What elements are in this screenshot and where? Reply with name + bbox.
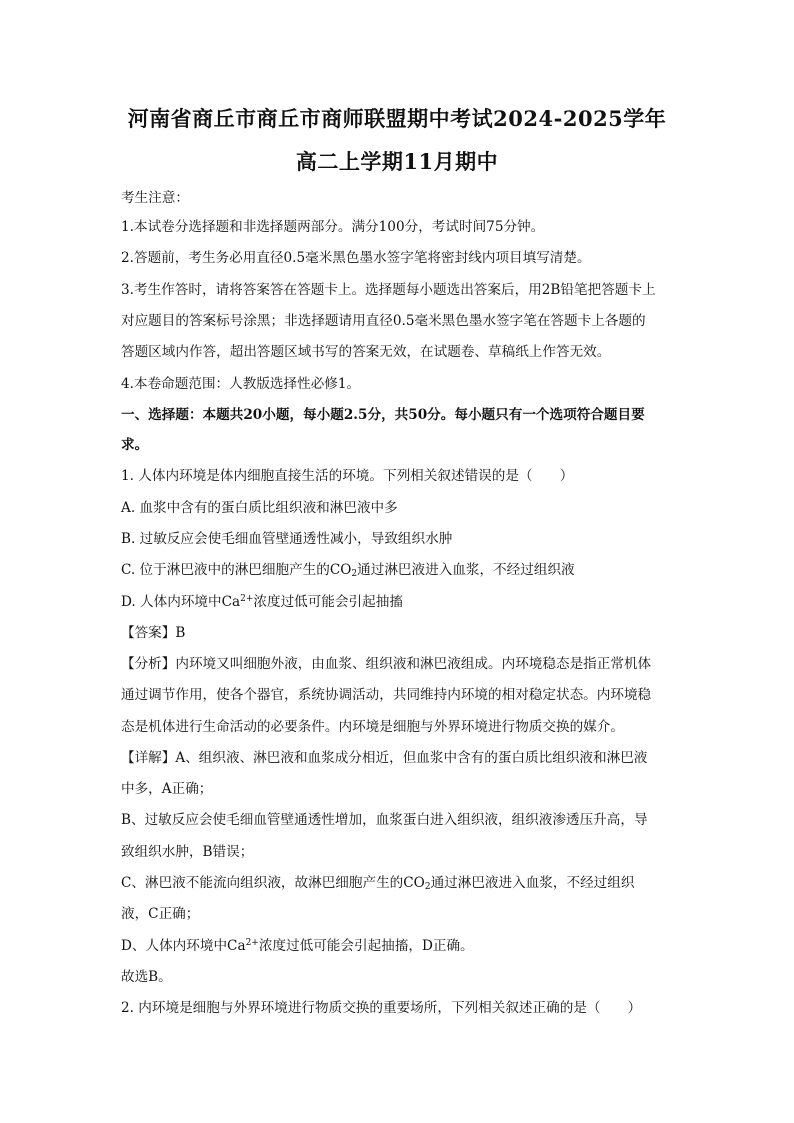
question-1-stem: 1. 人体内环境是体内细胞直接生活的环境。下列相关叙述错误的是（ ） — [121, 468, 574, 484]
notice-item-3-line3: 答题区域内作答，超出答题区域书写的答案无效，在试题卷、草稿纸上作答无效。 — [121, 344, 611, 360]
doc-title-line1: 河南省商丘市商丘市商师联盟期中考试2024-2025学年 — [127, 106, 667, 131]
question-1-option-a: A. 血浆中含有的蛋白质比组织液和淋巴液中多 — [121, 500, 398, 516]
notice-item-4: 4.本卷命题范围：人教版选择性必修1。 — [121, 376, 361, 392]
detail-7-text-post: 浓度过低可能会引起抽搐，D正确。 — [258, 938, 474, 954]
doc-title-line2: 高二上学期11月期中 — [295, 149, 499, 174]
detail-5-text-pre: C、淋巴液不能流向组织液，故淋巴细胞产生的CO — [121, 875, 425, 891]
option-d-superscript: 2+ — [240, 594, 254, 604]
notice-item-3-line2: 对应题目的答案标号涂黑；非选择题请用直径0.5毫米黑色墨水签字笔在答题卡上各题的 — [121, 313, 646, 329]
question-1-detail-line4: 致组织水肿，B错误； — [121, 844, 254, 860]
option-c-text-post: 通过淋巴液进入血浆，不经过组织液 — [357, 562, 575, 578]
option-c-text-pre: C. 位于淋巴液中的淋巴细胞产生的CO — [121, 562, 352, 578]
question-1-analysis-line1: 【分析】内环境又叫细胞外液，由血浆、组织液和淋巴液组成。内环境稳态是指正常机体 — [121, 656, 652, 672]
question-1-analysis-line3: 态是机体进行生命活动的必要条件。内环境是细胞与外界环境进行物质交换的媒介。 — [121, 719, 624, 735]
section-heading-line1: 一、选择题：本题共20小题，每小题2.5分，共50分。每小题只有一个选项符合题目要 — [121, 407, 645, 423]
option-d-text-pre: D. 人体内环境中Ca — [121, 594, 241, 610]
question-1-conclusion: 故选B。 — [121, 969, 172, 985]
notice-item-1: 1.本试卷分选择题和非选择题两部分。满分100分，考试时间75分钟。 — [121, 219, 545, 235]
question-1-detail-line1: 【详解】A、组织液、淋巴液和血浆成分相近，但血浆中含有的蛋白质比组织液和淋巴液 — [121, 750, 648, 766]
detail-5-text-post: 通过淋巴液进入血浆，不经过组织 — [430, 875, 635, 891]
notice-heading: 考生注意： — [121, 190, 189, 206]
detail-7-text-pre: D、人体内环境中Ca — [121, 938, 246, 954]
question-1-analysis-line2: 通过调节作用，使各个器官，系统协调活动，共同维持内环境的相对稳定状态。内环境稳 — [121, 687, 652, 703]
section-heading-line2: 求。 — [121, 437, 149, 453]
option-d-text-post: 浓度过低可能会引起抽搐 — [253, 594, 403, 610]
notice-item-2: 2.答题前，考生务必用直径0.5毫米黑色墨水签字笔将密封线内项目填写清楚。 — [121, 250, 591, 266]
question-2-stem: 2. 内环境是细胞与外界环境进行物质交换的重要场所，下列相关叙述正确的是（ ） — [121, 1000, 642, 1016]
question-1-option-c — [121, 561, 575, 579]
option-c-subscript: 2 — [351, 569, 358, 579]
question-1-detail-line6: 液，C正确； — [121, 906, 200, 922]
question-1-detail-line5 — [121, 874, 634, 892]
question-1-detail-line2: 中多，A正确； — [121, 781, 213, 797]
question-1-answer: 【答案】B — [121, 625, 186, 641]
question-1-option-d — [121, 593, 403, 611]
question-1-option-b: B. 过敏反应会使毛细血管壁通透性减小，导致组织水肿 — [121, 531, 453, 547]
notice-item-3-line1: 3.考生作答时，请将答案答在答题卡上。选择题每小题选出答案后，用2B铅笔把答题卡上 — [121, 282, 656, 298]
question-1-detail-line3: B、过敏反应会使毛细血管壁通透性增加，血浆蛋白进入组织液，组织液渗透压升高，导 — [121, 812, 648, 828]
question-1-detail-line7 — [121, 937, 474, 955]
detail-5-subscript: 2 — [424, 882, 431, 892]
detail-7-superscript: 2+ — [245, 938, 259, 948]
